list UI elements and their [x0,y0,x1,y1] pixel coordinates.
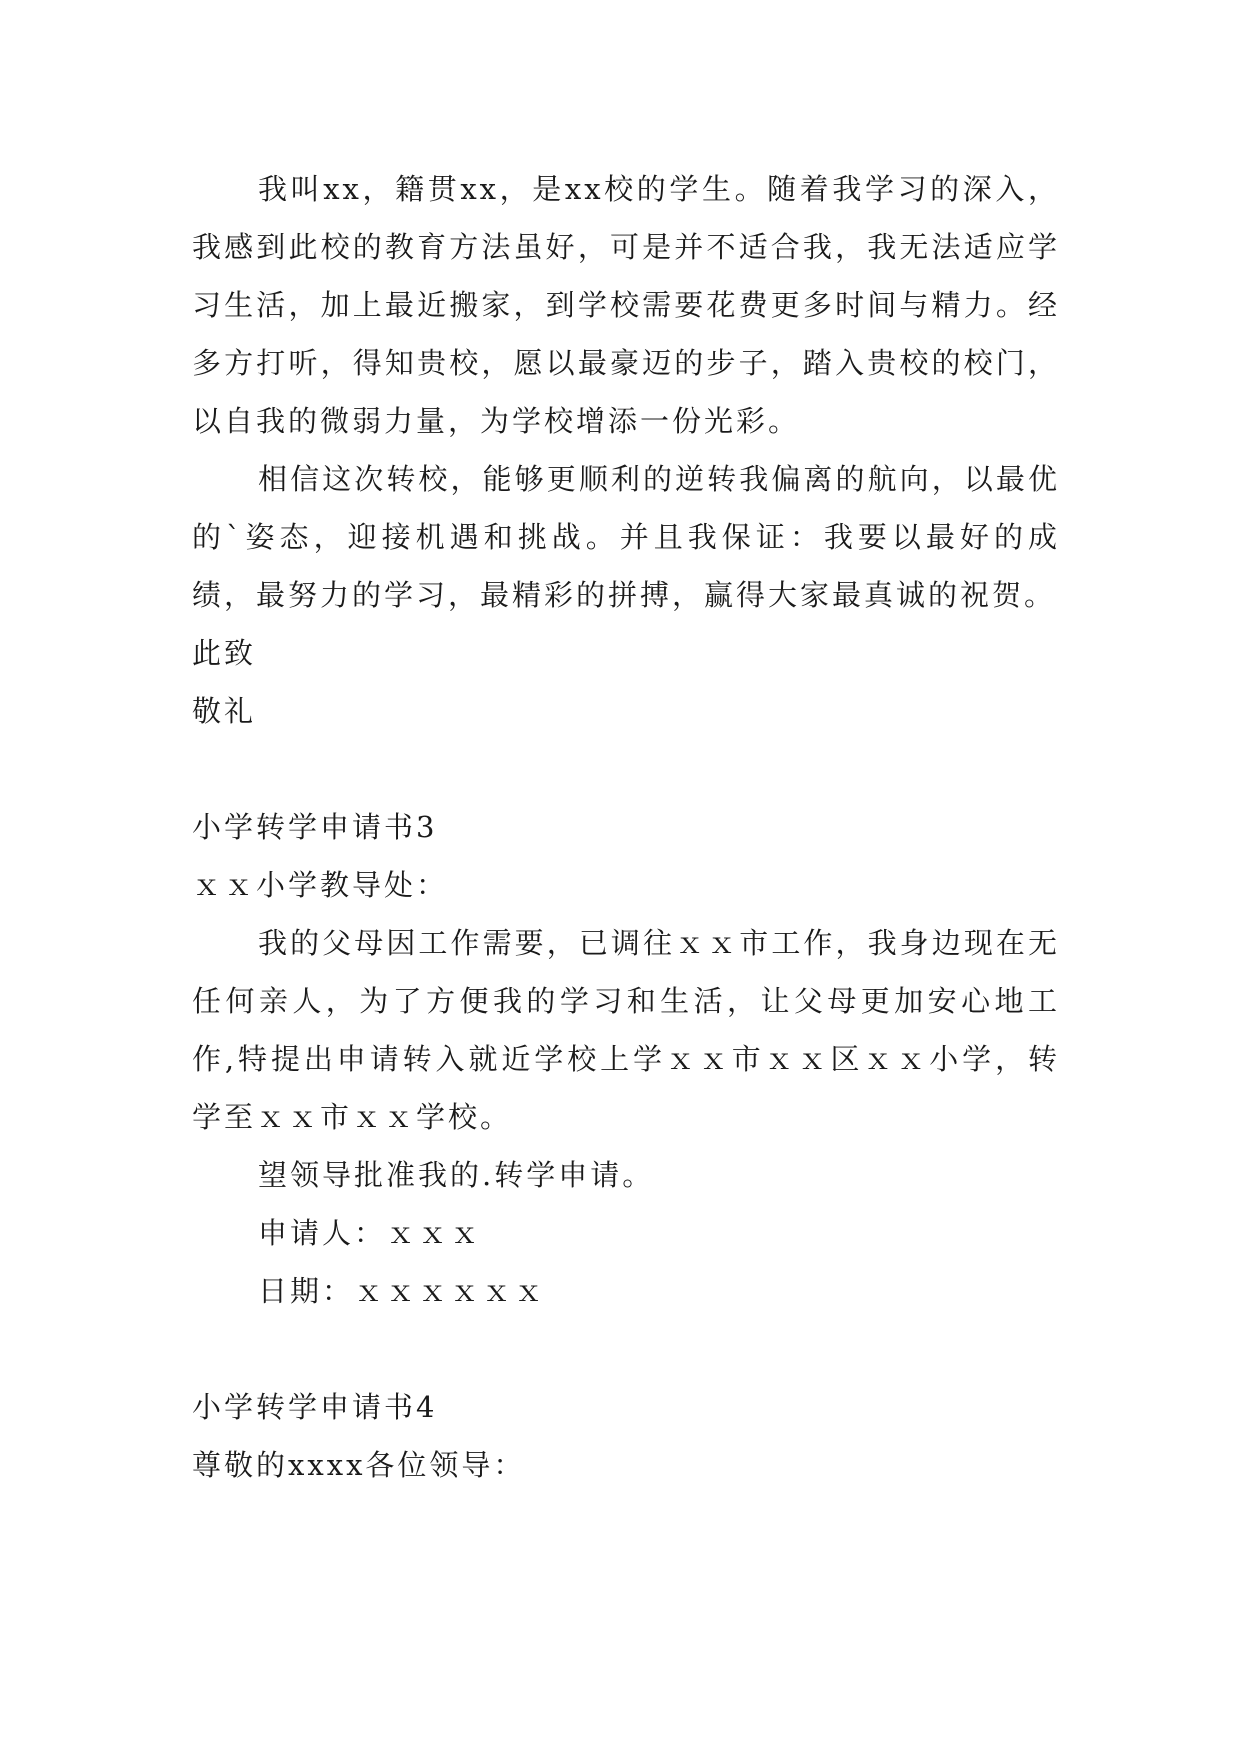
section2-paragraph-2: 相信这次转校，能够更顺利的逆转我偏离的航向，以最优的`姿态，迎接机遇和挑战。并且我保证：我要以最好的成绩，最努力的学习，最精彩的拼搏，赢得大家最真诚的祝贺。 [192,462,1060,612]
section4-title: 小学转学申请书4 [192,1390,438,1424]
section3-paragraph-1: 我的父母因工作需要，已调往ｘｘ市工作，我身边现在无任何亲人，为了方便我的学习和生活，让父母更加安心地工作,特提出申请转入就近学校上学ｘｘ市ｘｘ区ｘｘ小学，转学至ｘｘ市ｘｘ学校。 [192,926,1060,1134]
section3-title: 小学转学申请书3 [192,810,438,844]
section4-salutation: 尊敬的xxxx各位领导： [192,1448,526,1482]
closing-jingli: 敬礼 [192,694,257,728]
section3-salutation: ｘｘ小学教导处： [192,868,449,902]
section3-paragraph-2: 望领导批准我的.转学申请。 [258,1158,655,1192]
closing-cizhi: 此致 [192,636,257,670]
date-line: 日期：ｘｘｘｘｘｘ [258,1274,547,1308]
applicant-line: 申请人：ｘｘｘ [258,1216,483,1250]
document-body [192,160,1060,1494]
section2-paragraph-1: 我叫xx，籍贯xx，是xx校的学生。随着我学习的深入，我感到此校的教育方法虽好，可是并不适合我，我无法适应学习生活，加上最近搬家，到学校需要花费更多时间与精力。经多方打听，得知贵校，愿以最豪迈的步子，踏入贵校的校门，以自我的微弱力量，为学校增添一份光彩。 [192,172,1060,438]
section-spacer [192,1320,1060,1378]
section-spacer [192,740,1060,798]
